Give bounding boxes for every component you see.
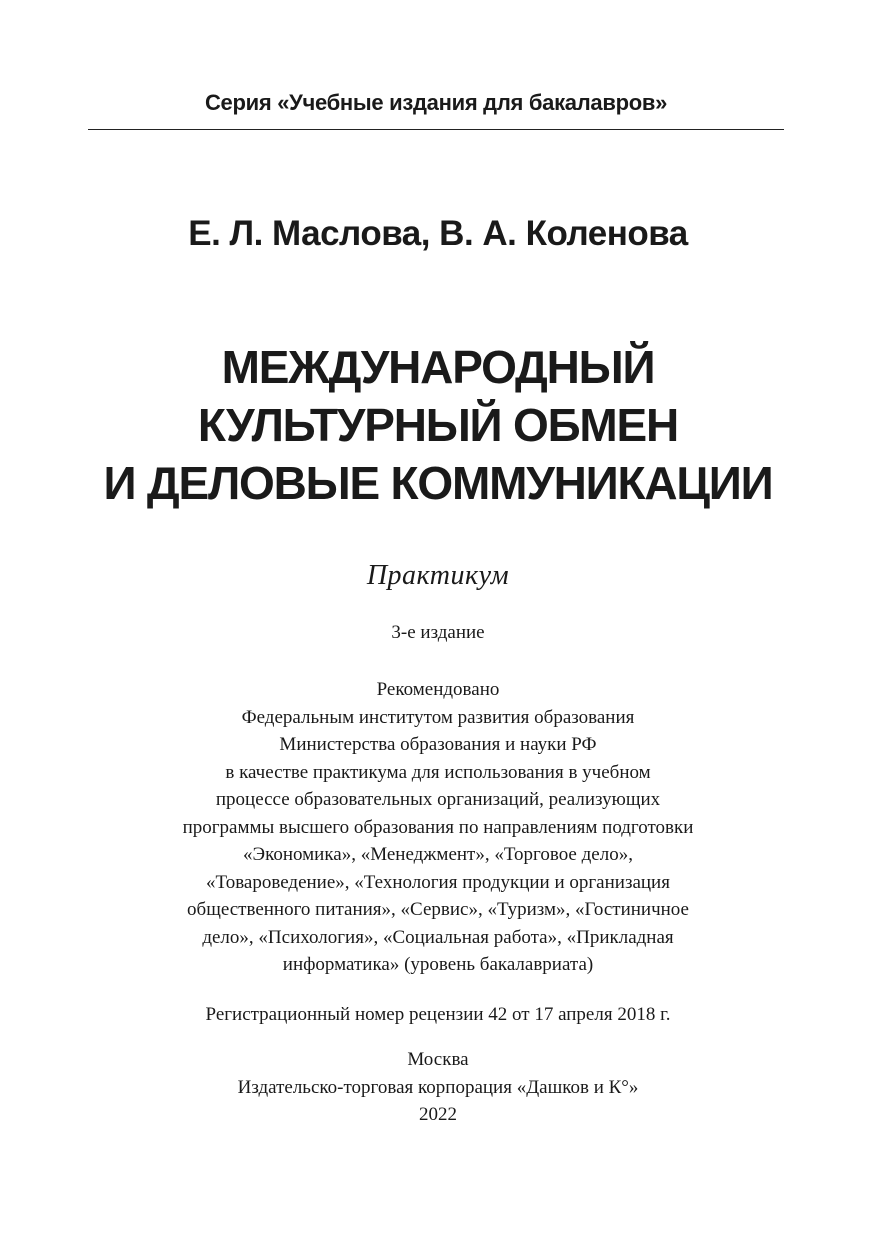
recommendation-line: в качестве практикума для использования в учебном <box>225 761 651 783</box>
registration-number: Регистрационный номер рецензии 42 от 17 апреля 2018 г. <box>205 1004 671 1025</box>
recommendation-line: Министерства образования и науки РФ <box>279 734 597 755</box>
series-name: Серия «Учебные издания для бакалавров» <box>204 90 668 115</box>
imprint-year: 2022 <box>419 1104 457 1125</box>
book-title <box>0 338 876 512</box>
header-rule <box>88 129 784 130</box>
authors: Е. Л. Маслова, В. А. Коленова <box>188 214 688 253</box>
recommendation-line: общественного питания», «Сервис», «Туризм», «Гостиничное <box>187 899 689 920</box>
book-title-line: И ДЕЛОВЫЕ КОММУНИКАЦИИ <box>103 457 773 509</box>
recommendation-line: дело», «Психология», «Социальная работа», «Прикладная <box>202 926 674 948</box>
edition: 3-е издание <box>391 622 485 643</box>
recommendation-line: процессе образовательных организаций, реализующих <box>215 789 661 810</box>
recommendation-line: программы высшего образования по направлениям подготовки <box>182 816 694 838</box>
imprint-publisher: Издательско-торговая корпорация «Дашков и К°» <box>237 1076 639 1098</box>
recommendation-block <box>0 676 876 979</box>
recommendation-line: «Товароведение», «Технология продукции и организация <box>206 871 670 893</box>
recommendation-line: «Экономика», «Менеджмент», «Торговое дело», <box>243 844 633 865</box>
book-title-line: КУЛЬТУРНЫЙ ОБМЕН <box>197 399 679 451</box>
recommendation-line: Федеральным институтом развития образования <box>241 706 635 728</box>
book-subtitle: Практикум <box>366 560 510 591</box>
book-title-line: МЕЖДУНАРОДНЫЙ <box>221 341 655 393</box>
recommendation-line: Рекомендовано <box>376 679 500 700</box>
recommendation-line: информатика» (уровень бакалавриата) <box>282 954 594 975</box>
imprint <box>0 1046 876 1129</box>
imprint-city: Москва <box>407 1049 469 1070</box>
